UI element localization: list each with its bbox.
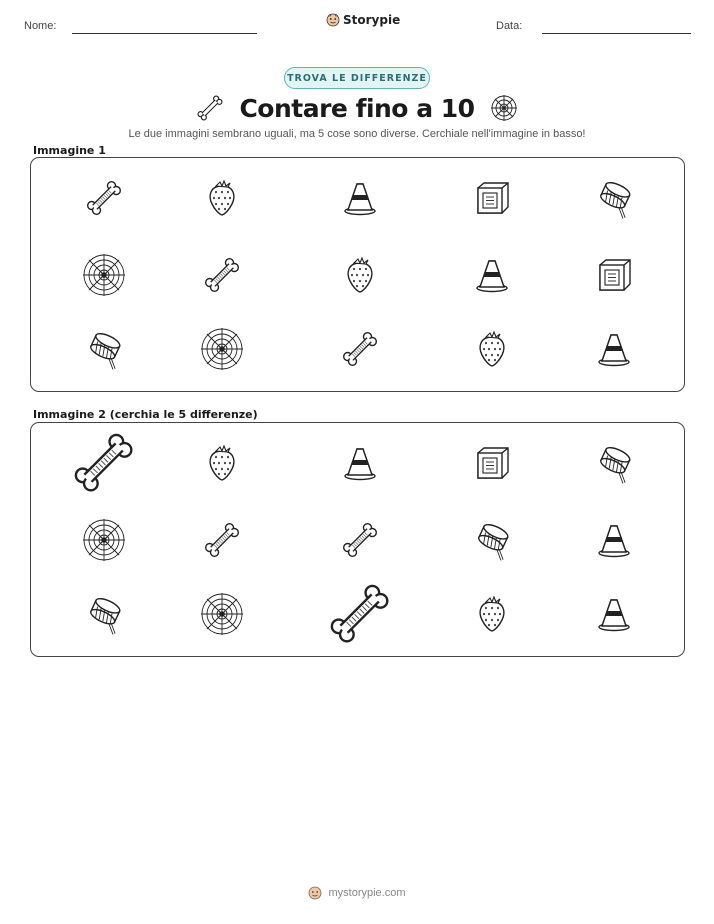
- picture-1-panel: [30, 157, 685, 392]
- bone-icon[interactable]: [332, 512, 388, 568]
- web-icon: [194, 321, 250, 377]
- web-icon: [76, 247, 132, 303]
- web-icon[interactable]: [76, 512, 132, 568]
- spider-web-icon: [489, 93, 519, 123]
- storypie-mascot-icon: [308, 886, 322, 900]
- strawberry-icon[interactable]: [194, 435, 250, 491]
- panel1-label: Immagine 1: [33, 144, 106, 157]
- drum-icon: [76, 321, 132, 377]
- instructions: Le due immagini sembrano uguali, ma 5 cose sono diverse. Cerchiale nell'immagine in basso!: [128, 128, 586, 140]
- block-icon: [586, 247, 642, 303]
- picture-2-panel[interactable]: [30, 422, 685, 657]
- date-line[interactable]: [542, 33, 691, 34]
- cone-icon[interactable]: [586, 586, 642, 642]
- bone-icon[interactable]: [312, 566, 407, 661]
- date-label: Data:: [496, 20, 523, 32]
- cone-icon: [464, 247, 520, 303]
- name-label: Nome:: [24, 20, 57, 32]
- bone-icon: [76, 170, 132, 226]
- brand-name: Storypie: [343, 13, 401, 27]
- strawberry-icon: [332, 247, 388, 303]
- drum-icon: [586, 170, 642, 226]
- footer: [0, 886, 714, 900]
- title-row: [0, 90, 714, 126]
- web-icon[interactable]: [194, 586, 250, 642]
- strawberry-icon: [464, 321, 520, 377]
- worksheet-type-badge: TROVA LE DIFFERENZE: [284, 67, 430, 89]
- cone-icon[interactable]: [586, 512, 642, 568]
- drum-icon[interactable]: [586, 435, 642, 491]
- name-line[interactable]: [72, 33, 257, 34]
- bone-icon: [194, 247, 250, 303]
- drum-icon[interactable]: [464, 512, 520, 568]
- panel2-label: Immagine 2 (cerchia le 5 differenze): [33, 408, 258, 421]
- block-icon: [464, 170, 520, 226]
- block-icon[interactable]: [464, 435, 520, 491]
- drum-icon[interactable]: [76, 586, 132, 642]
- bone-icon[interactable]: [56, 415, 151, 510]
- strawberry-icon[interactable]: [464, 586, 520, 642]
- bone-icon: [195, 93, 225, 123]
- cone-icon[interactable]: [332, 435, 388, 491]
- strawberry-icon: [194, 170, 250, 226]
- bone-icon: [332, 321, 388, 377]
- page-title: Contare fino a 10: [239, 93, 475, 123]
- storypie-mascot-icon: [326, 13, 340, 27]
- footer-url: mystorypie.com: [328, 887, 406, 899]
- brand-logo: [326, 13, 400, 27]
- cone-icon: [332, 170, 388, 226]
- cone-icon: [586, 321, 642, 377]
- bone-icon[interactable]: [194, 512, 250, 568]
